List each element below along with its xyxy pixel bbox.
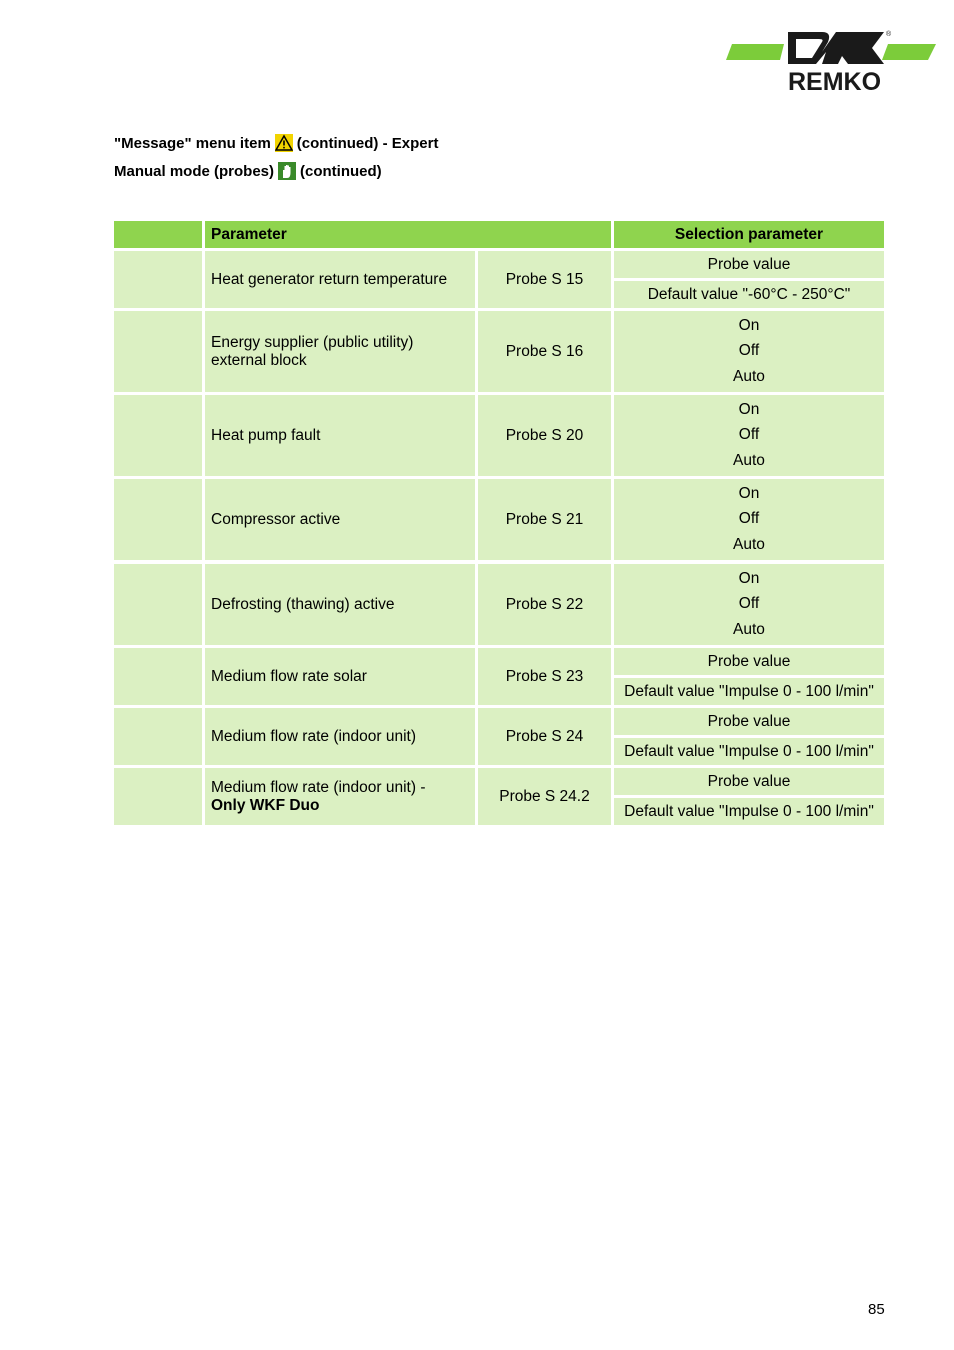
table-row-index-cell	[114, 768, 202, 825]
header-parameter: Parameter	[205, 221, 611, 248]
registered-mark: ®	[886, 31, 892, 38]
row-parameter-name-bold: Only WKF Duo	[211, 796, 320, 814]
row-probe: Probe S 20	[478, 395, 611, 476]
row-option: Default value "-60°C - 250°C"	[614, 281, 884, 308]
page-number: 85	[868, 1301, 885, 1318]
row-options	[614, 564, 884, 645]
option-off: Off	[738, 426, 760, 444]
option-off: Off	[738, 595, 760, 613]
option-on: On	[738, 400, 760, 418]
row-parameter-name-line1: Medium flow rate (indoor unit) -	[211, 778, 426, 796]
option-auto: Auto	[733, 452, 765, 470]
table-row-index-cell	[114, 311, 202, 392]
table-row-index-cell	[114, 648, 202, 705]
row-parameter-name: Medium flow rate solar	[205, 648, 475, 705]
row-parameter-name-line2: external block	[211, 351, 307, 369]
row-probe: Probe S 15	[478, 251, 611, 308]
table-row-index-cell	[114, 479, 202, 560]
option-on: On	[738, 484, 760, 502]
row-parameter-name: Medium flow rate (indoor unit)	[205, 708, 475, 765]
option-on: On	[738, 569, 760, 587]
row-probe: Probe S 21	[478, 479, 611, 560]
row-option: Probe value	[614, 708, 884, 735]
heading2-text-after: (continued)	[300, 162, 382, 180]
option-off: Off	[738, 510, 760, 528]
section-heading-message-menu	[114, 134, 438, 152]
row-option: Default value "Impulse 0 - 100 l/min"	[614, 678, 884, 705]
option-auto: Auto	[733, 536, 765, 554]
header-selection-parameter: Selection parameter	[614, 221, 884, 248]
heading1-text-before: "Message" menu item	[114, 134, 271, 152]
row-option: Probe value	[614, 251, 884, 278]
row-probe: Probe S 23	[478, 648, 611, 705]
row-parameter-name: Heat pump fault	[205, 395, 475, 476]
option-off: Off	[738, 342, 760, 360]
row-parameter-name: Defrosting (thawing) active	[205, 564, 475, 645]
row-parameter-name	[205, 768, 475, 825]
row-probe: Probe S 24	[478, 708, 611, 765]
row-parameter-name	[205, 311, 475, 392]
row-option: Default value "Impulse 0 - 100 l/min"	[614, 798, 884, 825]
row-options	[614, 395, 884, 476]
header-empty-cell	[114, 221, 202, 248]
row-options	[614, 479, 884, 560]
row-probe: Probe S 22	[478, 564, 611, 645]
row-option: Probe value	[614, 768, 884, 795]
table-row-index-cell	[114, 395, 202, 476]
table-row-index-cell	[114, 251, 202, 308]
row-parameter-name: Compressor active	[205, 479, 475, 560]
hand-icon	[278, 162, 296, 180]
option-auto: Auto	[733, 368, 765, 386]
heading2-text-before: Manual mode (probes)	[114, 162, 275, 180]
heading1-text-after: (continued) - Expert	[296, 134, 439, 152]
table-row-index-cell	[114, 708, 202, 765]
row-options	[614, 311, 884, 392]
row-probe: Probe S 16	[478, 311, 611, 392]
logo-text: REMKO	[788, 68, 882, 94]
remko-logo	[724, 30, 938, 94]
option-on: On	[738, 316, 760, 334]
row-option: Default value "Impulse 0 - 100 l/min"	[614, 738, 884, 765]
row-option: Probe value	[614, 648, 884, 675]
warning-icon	[275, 134, 293, 152]
section-heading-manual-mode	[114, 162, 382, 180]
row-probe: Probe S 24.2	[478, 768, 611, 825]
table-row-index-cell	[114, 564, 202, 645]
row-parameter-name-line1: Energy supplier (public utility)	[211, 333, 414, 351]
option-auto: Auto	[733, 621, 765, 639]
row-parameter-name: Heat generator return temperature	[205, 251, 475, 308]
